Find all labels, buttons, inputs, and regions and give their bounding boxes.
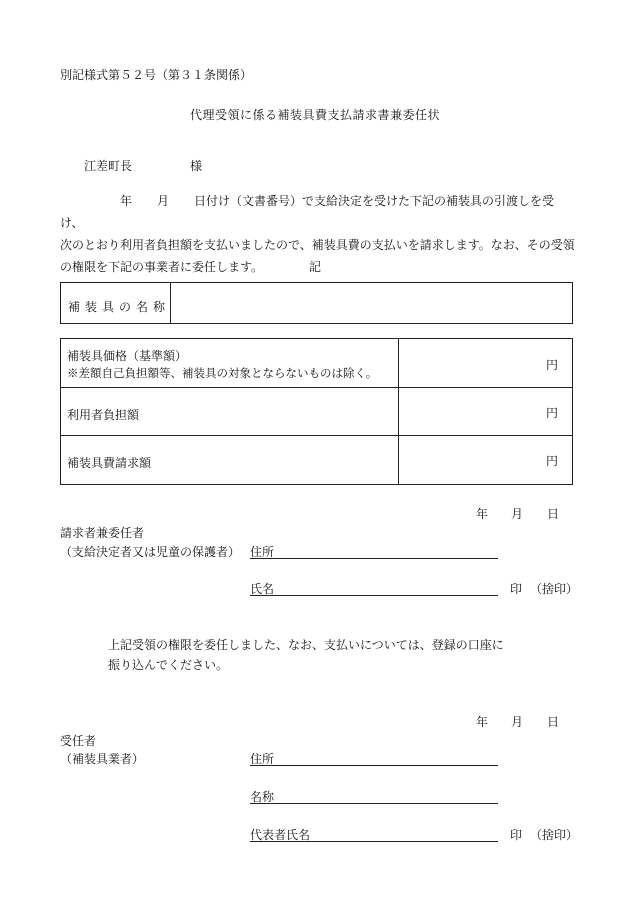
- claim-amount-value-cell[interactable]: [399, 436, 572, 484]
- requester-address-line: [250, 558, 498, 559]
- agent-rep-label: 代表者氏名: [250, 828, 311, 842]
- agent-seal-note: （捨印）: [530, 828, 579, 842]
- agent-seal: 印: [510, 828, 523, 842]
- amount-row-label-cell: [61, 388, 399, 436]
- amount-row-label-cell: [61, 436, 399, 484]
- document-title: 代理受領に係る補装具費支払請求書兼委任状: [189, 108, 440, 122]
- user-burden-unit: 円: [545, 406, 558, 420]
- statement-line-2: 次のとおり利用者負担額を支払いましたので、補装具費の支払いを請求します。なお、その受領: [60, 238, 575, 252]
- delegation-line-2: 振り込んでください。: [108, 658, 229, 672]
- base-price-value-cell[interactable]: [399, 339, 572, 388]
- claim-amount-unit: 円: [545, 454, 558, 468]
- item-name-label-cell: [61, 283, 171, 323]
- requester-subtitle: （支給決定者又は児童の保護者）: [60, 545, 241, 559]
- date2-year: 年: [476, 715, 489, 729]
- ki-marker: 記: [308, 260, 321, 274]
- agent-address-line: [250, 765, 498, 766]
- amount-row-label-cell: [61, 339, 399, 388]
- statement-line-3: の権限を下記の事業者に委任します。: [60, 260, 264, 274]
- agent-subtitle: （補装具業者）: [60, 752, 145, 766]
- form-number: 別記様式第５２号（第３１条関係）: [60, 68, 253, 82]
- requester-seal: 印: [510, 582, 523, 596]
- date1-day: 日: [547, 507, 560, 521]
- item-name-value[interactable]: [171, 283, 572, 323]
- user-burden-value-cell[interactable]: [399, 388, 572, 436]
- date1-month: 月: [511, 507, 524, 521]
- base-price-note: ※差額自己負担額等、補装具の対象とならないものは除く。: [67, 366, 378, 380]
- base-price-unit: 円: [545, 358, 558, 372]
- item-name-table: [60, 282, 573, 324]
- base-price-label: 補装具価格（基準額）: [67, 349, 188, 363]
- claim-amount-label: 補装具費請求額: [67, 456, 152, 470]
- date2-day: 日: [547, 715, 560, 729]
- amount-table: [60, 338, 573, 485]
- statement-year: 年: [120, 194, 133, 208]
- requester-name-label: 氏名: [250, 582, 275, 596]
- requester-seal-note: （捨印）: [530, 582, 579, 596]
- addressee-suffix: 様: [190, 159, 203, 173]
- date2-month: 月: [511, 715, 524, 729]
- item-name-label: 補装具の名称: [68, 300, 171, 314]
- requester-address-label: 住所: [250, 545, 275, 559]
- agent-company-label: 名称: [250, 790, 275, 804]
- delegation-line-1: 上記受領の権限を委任しました、なお、支払いについては、登録の口座に: [108, 638, 504, 652]
- agent-title: 受任者: [60, 734, 97, 748]
- agent-address-label: 住所: [250, 752, 275, 766]
- agent-company-line: [250, 803, 498, 804]
- statement-line-1-tail: 日付け（文書番号）で支給決定を受けた下記の補装具の引渡しを受け、: [60, 194, 555, 230]
- requester-name-line: [250, 595, 498, 596]
- addressee-name: 江差町長: [84, 159, 133, 173]
- agent-rep-line: [250, 841, 498, 842]
- requester-title: 請求者兼委任者: [60, 526, 145, 540]
- user-burden-label: 利用者負担額: [67, 408, 140, 422]
- statement-line-1: [60, 190, 575, 234]
- statement-month: 月: [157, 194, 170, 208]
- date1-year: 年: [476, 507, 489, 521]
